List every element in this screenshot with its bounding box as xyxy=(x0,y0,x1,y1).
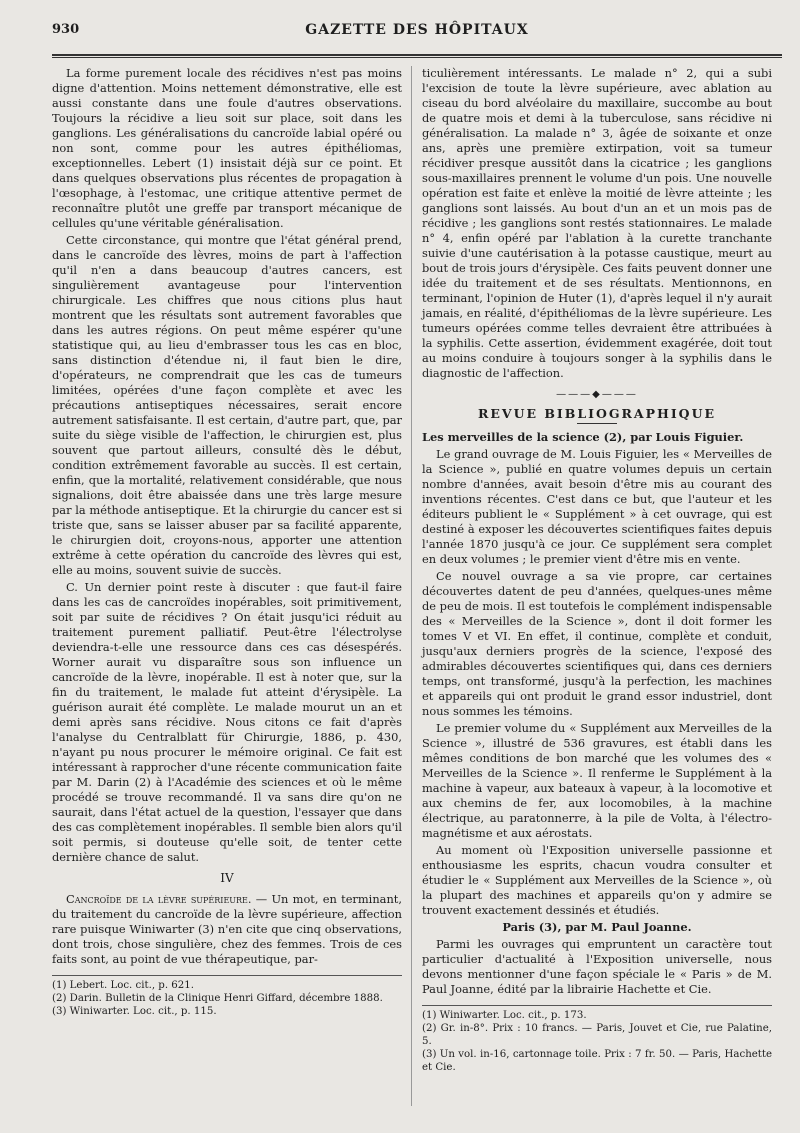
paragraph: Ce nouvel ouvrage a sa vie propre, car certaines découvertes datent de peu d'années, quelques-unes même de peu de mois. Il est toutefois le complément indispensable des « Merveilles de la Science », dont il doit former les tomes V et VI. En effet, il continue, complète et conduit, jusqu'aux derniers progrès de la science, l'exposé des admirables découvertes scientifiques qui, dans ces derniers temps, ont transformé, jusqu'à la perfection, les machines et appareils qui ont produit le grand essor industriel, dont nous sommes les témoins. xyxy=(422,569,772,718)
footnote: (1) Lebert. Loc. cit., p. 621. xyxy=(52,980,194,991)
paragraph: Au moment où l'Exposition universelle passionne et enthousiasme les esprits, chacun voudra consulter et étudier le « Supplément aux Merveilles de la Science », où la plupart des machines et appareils qu'on y admire se trouvent exactement dessinés et étudiés. xyxy=(422,843,772,917)
footnote: (3) Winiwarter. Loc. cit., p. 115. xyxy=(52,1006,217,1017)
paragraph-body: — Un mot, en terminant, du traitement du cancroïde de la lèvre supérieure, affection rare puisque Winiwarter (3) n'en cite que cinq observations, dont trois, chose singulière, chez des femmes. Trois de ces faits sont, au point de vue thérapeutique, par- xyxy=(52,892,402,966)
page-number: 930 xyxy=(52,22,80,37)
review-title: Paris (3), par M. Paul Joanne. xyxy=(502,920,692,934)
footnote: (3) Un vol. in-16, cartonnage toile. Prix : 7 fr. 50. — Paris, Hachette et Cie. xyxy=(422,1049,772,1073)
paragraph: ticulièrement intéressants. Le malade n° 2, qui a subi l'excision de toute la lèvre supérieure, avec ablation au ciseau du bord alvéolaire du maxillaire, succombe au bout de quatre mois et demi à la tuberculose, sans récidive ni généralisation. La malade n° 3, âgée de soixante et onze ans, après une première extirpation, voit sa tumeur récidiver presque aussitôt dans la cicatrice ; les ganglions sous-maxillaires prennent le volume d'un pois. Une nouvelle opération est faite et enlève la moitié de lèvre atteinte ; les ganglions sont laissés. Au bout d'un an et un mois pas de récidive ; les ganglions sont restés stationnaires. Le malade n° 4, enfin opéré par l'ablation à la curette tranchante suivie d'une cautérisation à la potasse caustique, meurt au bout de trois jours d'érysipèle. Ces faits peuvent donner une idée du traitement et de ses résultats. Mentionnons, en terminant, l'opinion de Huter (1), d'après lequel il n'y aurait jamais, en réalité, d'épithéliomas de la lèvre supérieure. Les tumeurs opérées comme telles devraient être attribuées à la syphilis. Cette assertion, évidemment exagérée, doit tout au moins conduire à toujours songer à la syphilis dans le diagnostic de l'affection. xyxy=(422,66,772,380)
paragraph: Cette circonstance, qui montre que l'état général prend, dans le cancroïde des lèvres, moins de part à l'affection qu'il n'en a dans beaucoup d'autres cancers, est singulièrement avantageuse pour l'intervention chirurgicale. Les chiffres que nous citions plus haut montrent que les résultats sont autrement favorables que dans les autres régions. On peut même espérer qu'une statistique qui, au lieu d'embrasser tous les cas en bloc, sans distinction d'étendue ni, il faut bien le dire, d'opérateurs, ne comprendrait que les cas de tumeurs limitées, opérées d'une façon complète et avec les précautions antiseptiques nécessaires, serait encore autrement satisfaisante. Il est certain, d'autre part, que, par suite du siège visible de l'affection, le chirurgien est, plus souvent que partout ailleurs, consulté dès le début, condition extrêmement favorable au succès. Il est certain, enfin, que la mortalité, relativement considérable, que nous signalions, doit être abaissée dans une très large mesure par la méthode antiseptique. Et la chirurgie du cancer est si triste que, sans se laisser abuser par sa facilité apparente, le chirurgien doit, croyons-nous, apporter une attention extrême à cette opération du cancroïde des lèvres qui est, elle au moins, souvent suivie de succès. xyxy=(52,233,402,577)
footnotes xyxy=(52,975,402,1018)
header-rule xyxy=(52,54,782,58)
column-divider xyxy=(411,66,412,1106)
paragraph-lead: Cancroïde de la lèvre supérieure. xyxy=(66,892,252,906)
paragraph: C. Un dernier point reste à discuter : que faut-il faire dans les cas de cancroïdes inopérables, soit primitivement, soit par suite de récidives ? On était jusqu'ici réduit au traitement purement palliatif. Peut-être l'électrolyse deviendra-t-elle une ressource dans ces cas désespérés. Worner aurait vu disparaître sous son influence un cancroïde de la lèvre, inopérable. Il est à noter que, sur la fin du traitement, le malade fut atteint d'érysipèle. La guérison aurait été complète. Le malade mourut un an et demi après sans récidive. Nous citons ce fait d'après l'analyse du Centralblatt für Chirurgie, 1886, p. 430, n'ayant pu nous procurer le mémoire original. Ce fait est intéressant à rapprocher d'une récente communication faite par M. Darin (2) à l'Académie des sciences et où le même procédé se trouve recommandé. Il va sans dire qu'on ne saurait, dans l'état actuel de la question, l'essayer que dans des cas complètement inopérables. Il semble bien alors qu'il soit permis, si douteuse qu'elle soit, de tenter cette dernière chance de salut. xyxy=(52,580,402,864)
paragraph: La forme purement locale des récidives n'est pas moins digne d'attention. Moins nettement démonstrative, elle est aussi constante dans une foule d'autres observations. Toujours la récidive a lieu soit sur place, soit dans les ganglions. Les généralisations du cancroïde labial opéré ou non sont, comme pour les autres épithéliomas, exceptionnelles. Lebert (1) insistait déjà sur ce point. Et dans quelques observations plus récentes de propagation à l'œsophage, à l'estomac, une critique attentive permet de reconnaître plutôt une greffe par transport mécanique de cellules qu'une véritable généralisation. xyxy=(52,66,402,230)
paragraph: Le grand ouvrage de M. Louis Figuier, les « Merveilles de la Science », publié en quatre volumes depuis un certain nombre d'années, avait besoin d'être mis au courant des inventions récentes. C'est dans ce but, que l'auteur et les éditeurs publient le « Supplément » à cet ouvrage, qui est destiné à exposer les découvertes scientifiques faites depuis l'année 1870 jusqu'à ce jour. Ce supplément sera complet en deux volumes ; le premier vient d'être mis en vente. xyxy=(422,447,772,566)
left-column xyxy=(52,66,402,1018)
section-separator xyxy=(577,423,617,424)
right-column xyxy=(422,66,772,1074)
paragraph xyxy=(52,892,402,967)
running-title: GAZETTE DES HÔPITAUX xyxy=(305,22,529,38)
section-number: IV xyxy=(220,871,234,885)
paragraph: Le premier volume du « Supplément aux Merveilles de la Science », illustré de 536 gravures, est établi dans les mêmes conditions de bon marché que les volumes des « Merveilles de la Science ». Il renferme le Supplément à la machine à vapeur, aux bateaux à vapeur, à la locomotive et aux chemins de fer, aux locomobiles, à la machine électrique, au paratonnerre, à la pile de Volta, à l'électro-magnétisme et aux aérostats. xyxy=(422,721,772,840)
footnote: (2) Darin. Bulletin de la Clinique Henri Giffard, décembre 1888. xyxy=(52,993,383,1004)
section-title: REVUE BIBLIOGRAPHIQUE xyxy=(477,406,717,421)
page-header xyxy=(52,14,782,44)
paragraph: Parmi les ouvrages qui empruntent un caractère tout particulier d'actualité à l'Exposition universelle, nous devons mentionner d'une façon spéciale le « Paris » de M. Paul Joanne, édité par la librairie Hachette et Cie. xyxy=(422,937,772,996)
ornament-divider: ———◆——— xyxy=(556,389,638,400)
review-title: Les merveilles de la science (2), par Louis Figuier. xyxy=(422,430,744,444)
footnote: (1) Winiwarter. Loc. cit., p. 173. xyxy=(422,1010,587,1021)
footnote: (2) Gr. in-8°. Prix : 10 francs. — Paris, Jouvet et Cie, rue Palatine, 5. xyxy=(422,1023,772,1047)
footnotes xyxy=(422,1005,772,1074)
